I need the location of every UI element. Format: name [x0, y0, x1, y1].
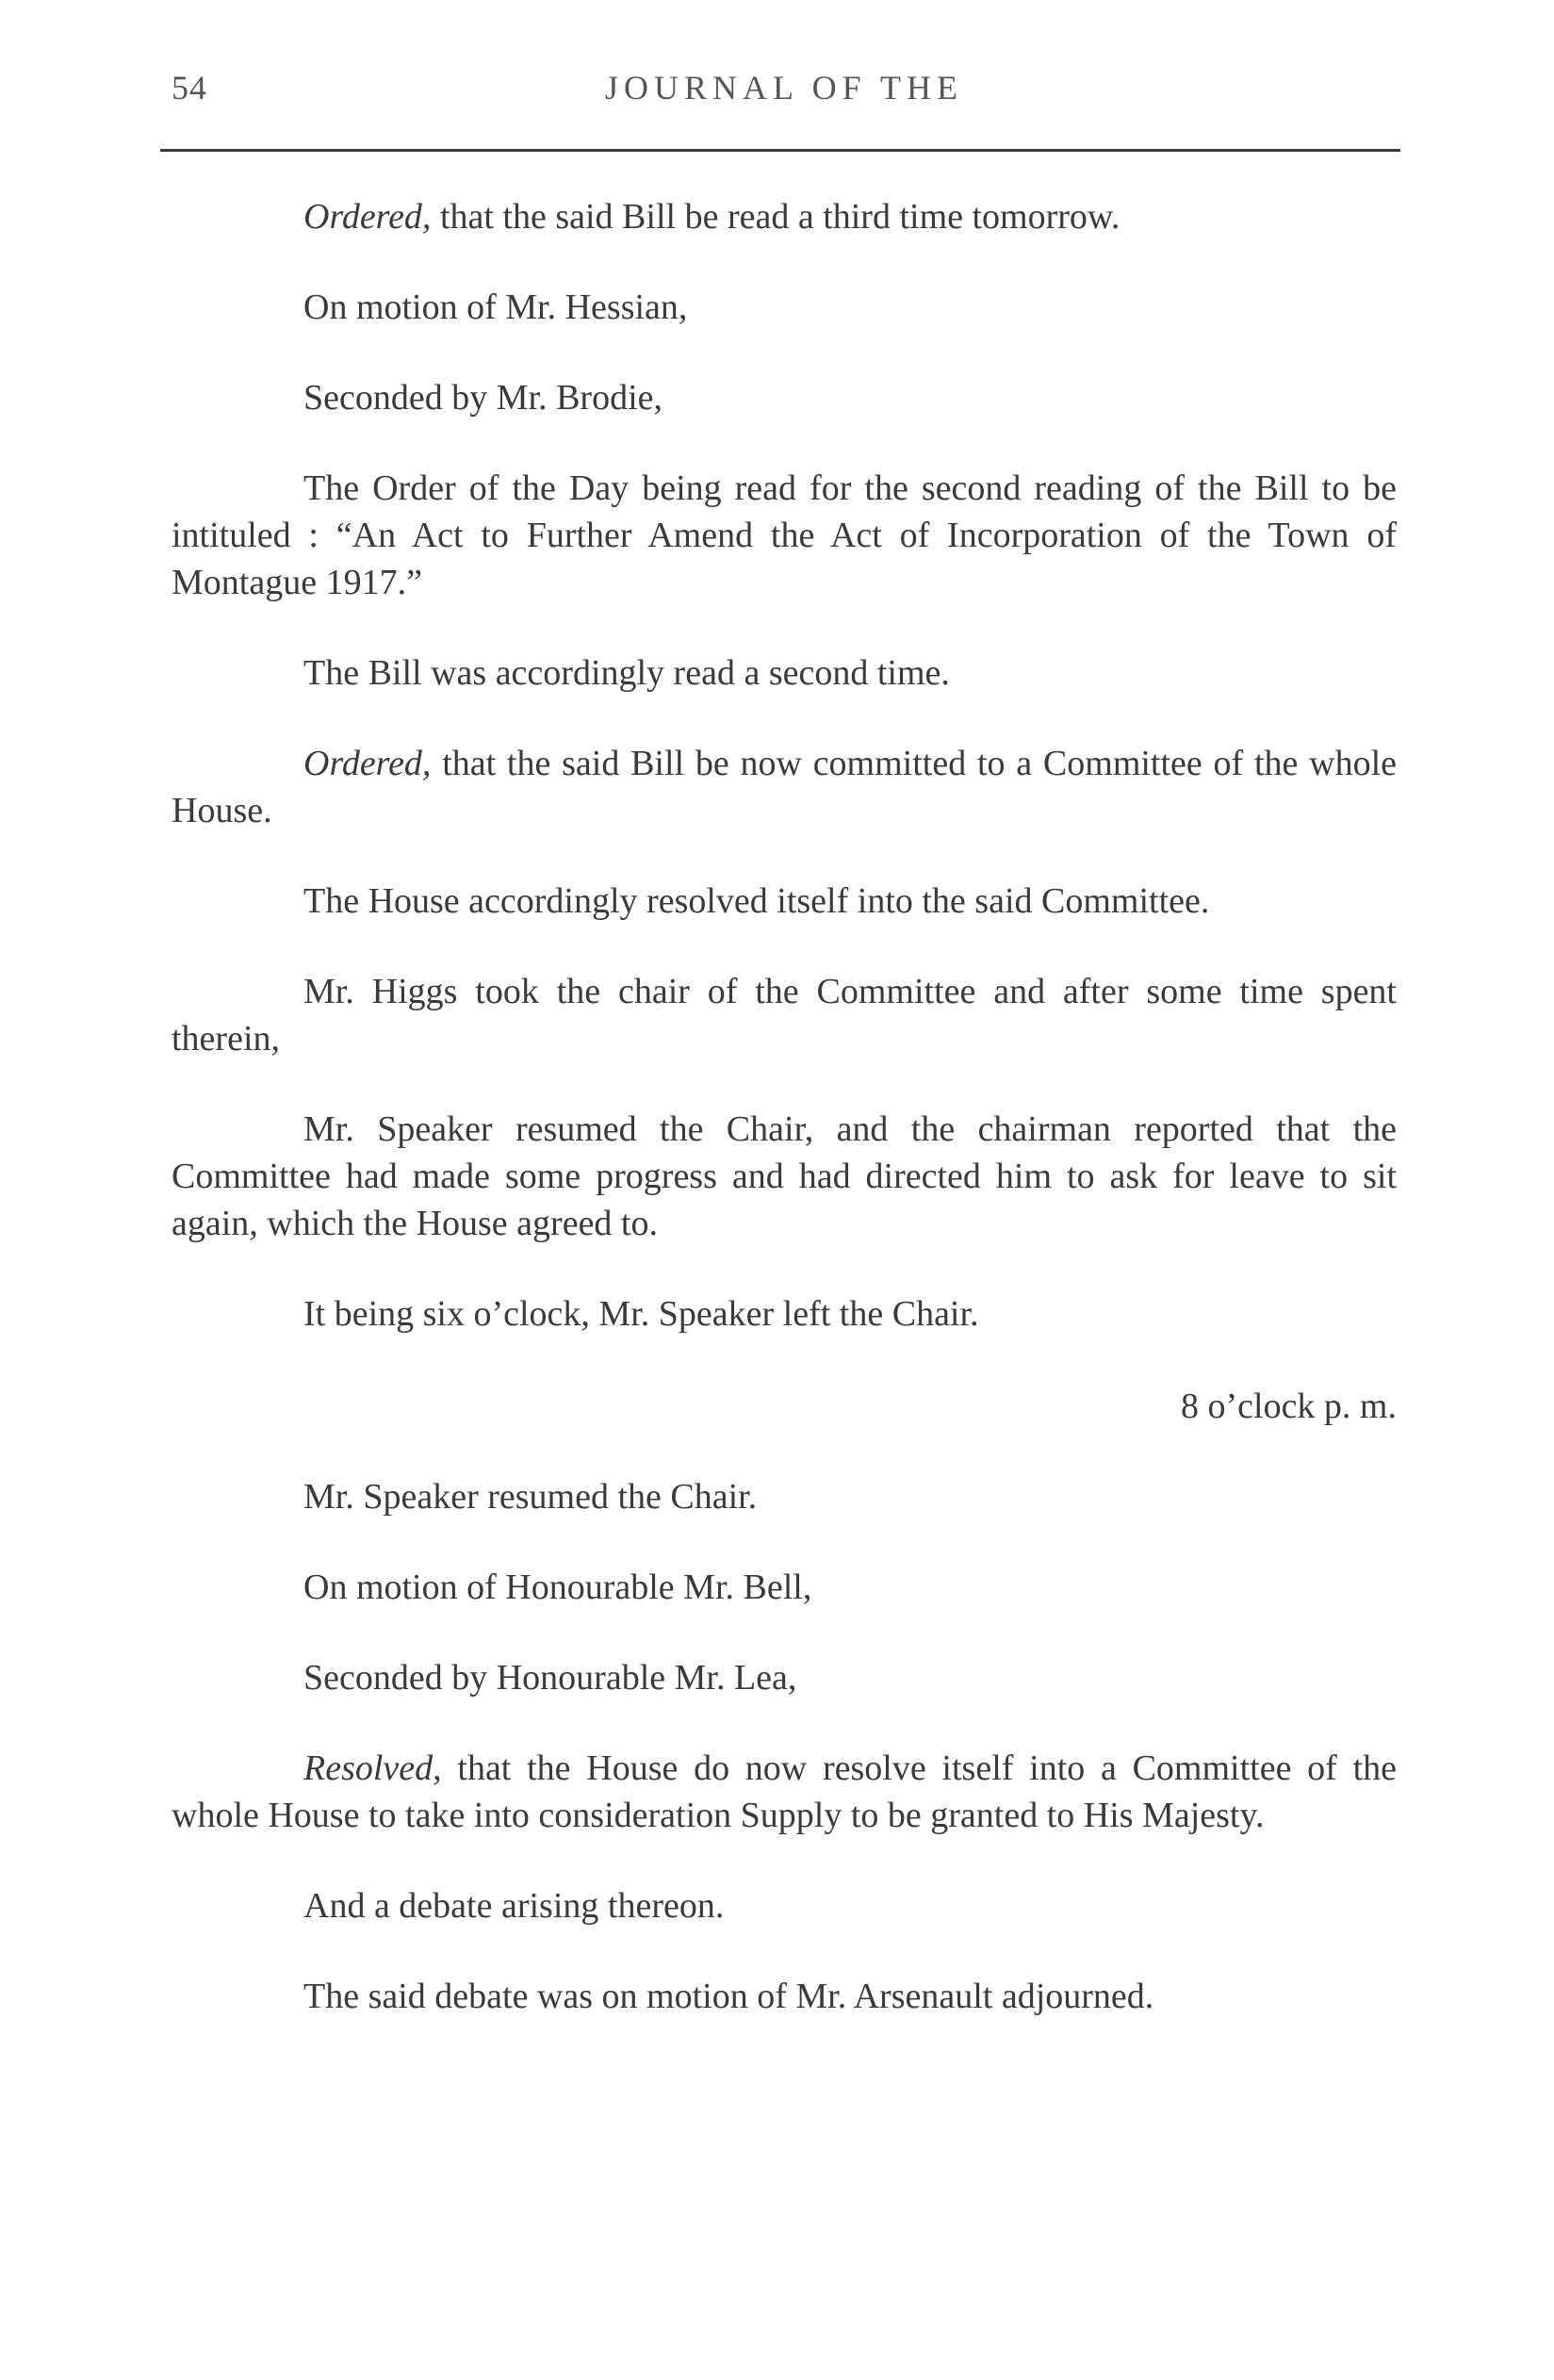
- page-number: 54: [172, 69, 207, 107]
- paragraph-text: that the said Bill be now committed to a Committee of the whole House.: [172, 744, 1397, 830]
- paragraph-text: Seconded by Mr. Brodie,: [303, 378, 663, 418]
- paragraph-text: The Bill was accordingly read a second time.: [303, 653, 950, 693]
- paragraph-text: On motion of Honourable Mr. Bell,: [303, 1568, 812, 1607]
- journal-body: [172, 193, 1397, 2020]
- paragraph-speaker-resumed-evening: [172, 1473, 1397, 1520]
- italic-lead: Ordered,: [303, 744, 432, 783]
- paragraph-second-reading: [172, 649, 1397, 697]
- paragraph-ordered-committed: [172, 740, 1397, 834]
- time-marker: 8 o’clock p. m.: [1180, 1387, 1397, 1426]
- paragraph-ordered-third-reading: [172, 193, 1397, 240]
- paragraph-text: And a debate arising thereon.: [303, 1886, 725, 1926]
- paragraph-text: It being six o’clock, Mr. Speaker left the Chair.: [303, 1294, 979, 1334]
- paragraph-text: The said debate was on motion of Mr. Arsenault adjourned.: [303, 1977, 1154, 2016]
- italic-lead: Resolved,: [303, 1748, 442, 1788]
- paragraph-speaker-resumed: [172, 1106, 1397, 1247]
- running-title: JOURNAL OF THE: [605, 69, 964, 107]
- paragraph-house-resolved: [172, 878, 1397, 925]
- paragraph-text: Mr. Higgs took the chair of the Committee and after some time spent therein,: [172, 972, 1397, 1059]
- paragraph-debate-arising: [172, 1882, 1397, 1929]
- paragraph-motion-hessian: [172, 284, 1397, 331]
- paragraph-debate-adjourned: [172, 1973, 1397, 2020]
- paragraph-motion-bell: [172, 1564, 1397, 1611]
- paragraph-higgs-chair: [172, 968, 1397, 1062]
- paragraph-text: that the said Bill be read a third time tomorrow.: [431, 197, 1121, 237]
- paragraph-text: The House accordingly resolved itself into the said Committee.: [303, 881, 1210, 921]
- paragraph-text: that the House do now resolve itself into a Committee of the whole House to take into consideration Supply to be granted to His Majesty.: [172, 1748, 1397, 1835]
- paragraph-text: Mr. Speaker resumed the Chair, and the chairman reported that the Committee had made some progress and had directed him to ask for leave to sit again, which the House agreed to.: [172, 1109, 1397, 1243]
- italic-lead: Ordered,: [303, 197, 432, 237]
- paragraph-text: On motion of Mr. Hessian,: [303, 287, 688, 327]
- paragraph-text: The Order of the Day being read for the second reading of the Bill to be intituled : “An Act to Further Amend the Act of Incorporation of the Town of Montague 1917.”: [172, 468, 1397, 602]
- paragraph-six-oclock: [172, 1290, 1397, 1338]
- header-rule: [160, 149, 1400, 152]
- page-header: [172, 68, 1397, 124]
- paragraph-text: Mr. Speaker resumed the Chair.: [303, 1477, 758, 1517]
- paragraph-resolved-supply: [172, 1745, 1397, 1839]
- paragraph-order-of-day: [172, 465, 1397, 606]
- paragraph-seconded-lea: [172, 1654, 1397, 1701]
- paragraph-text: Seconded by Honourable Mr. Lea,: [303, 1658, 797, 1698]
- paragraph-seconded-brodie: [172, 374, 1397, 421]
